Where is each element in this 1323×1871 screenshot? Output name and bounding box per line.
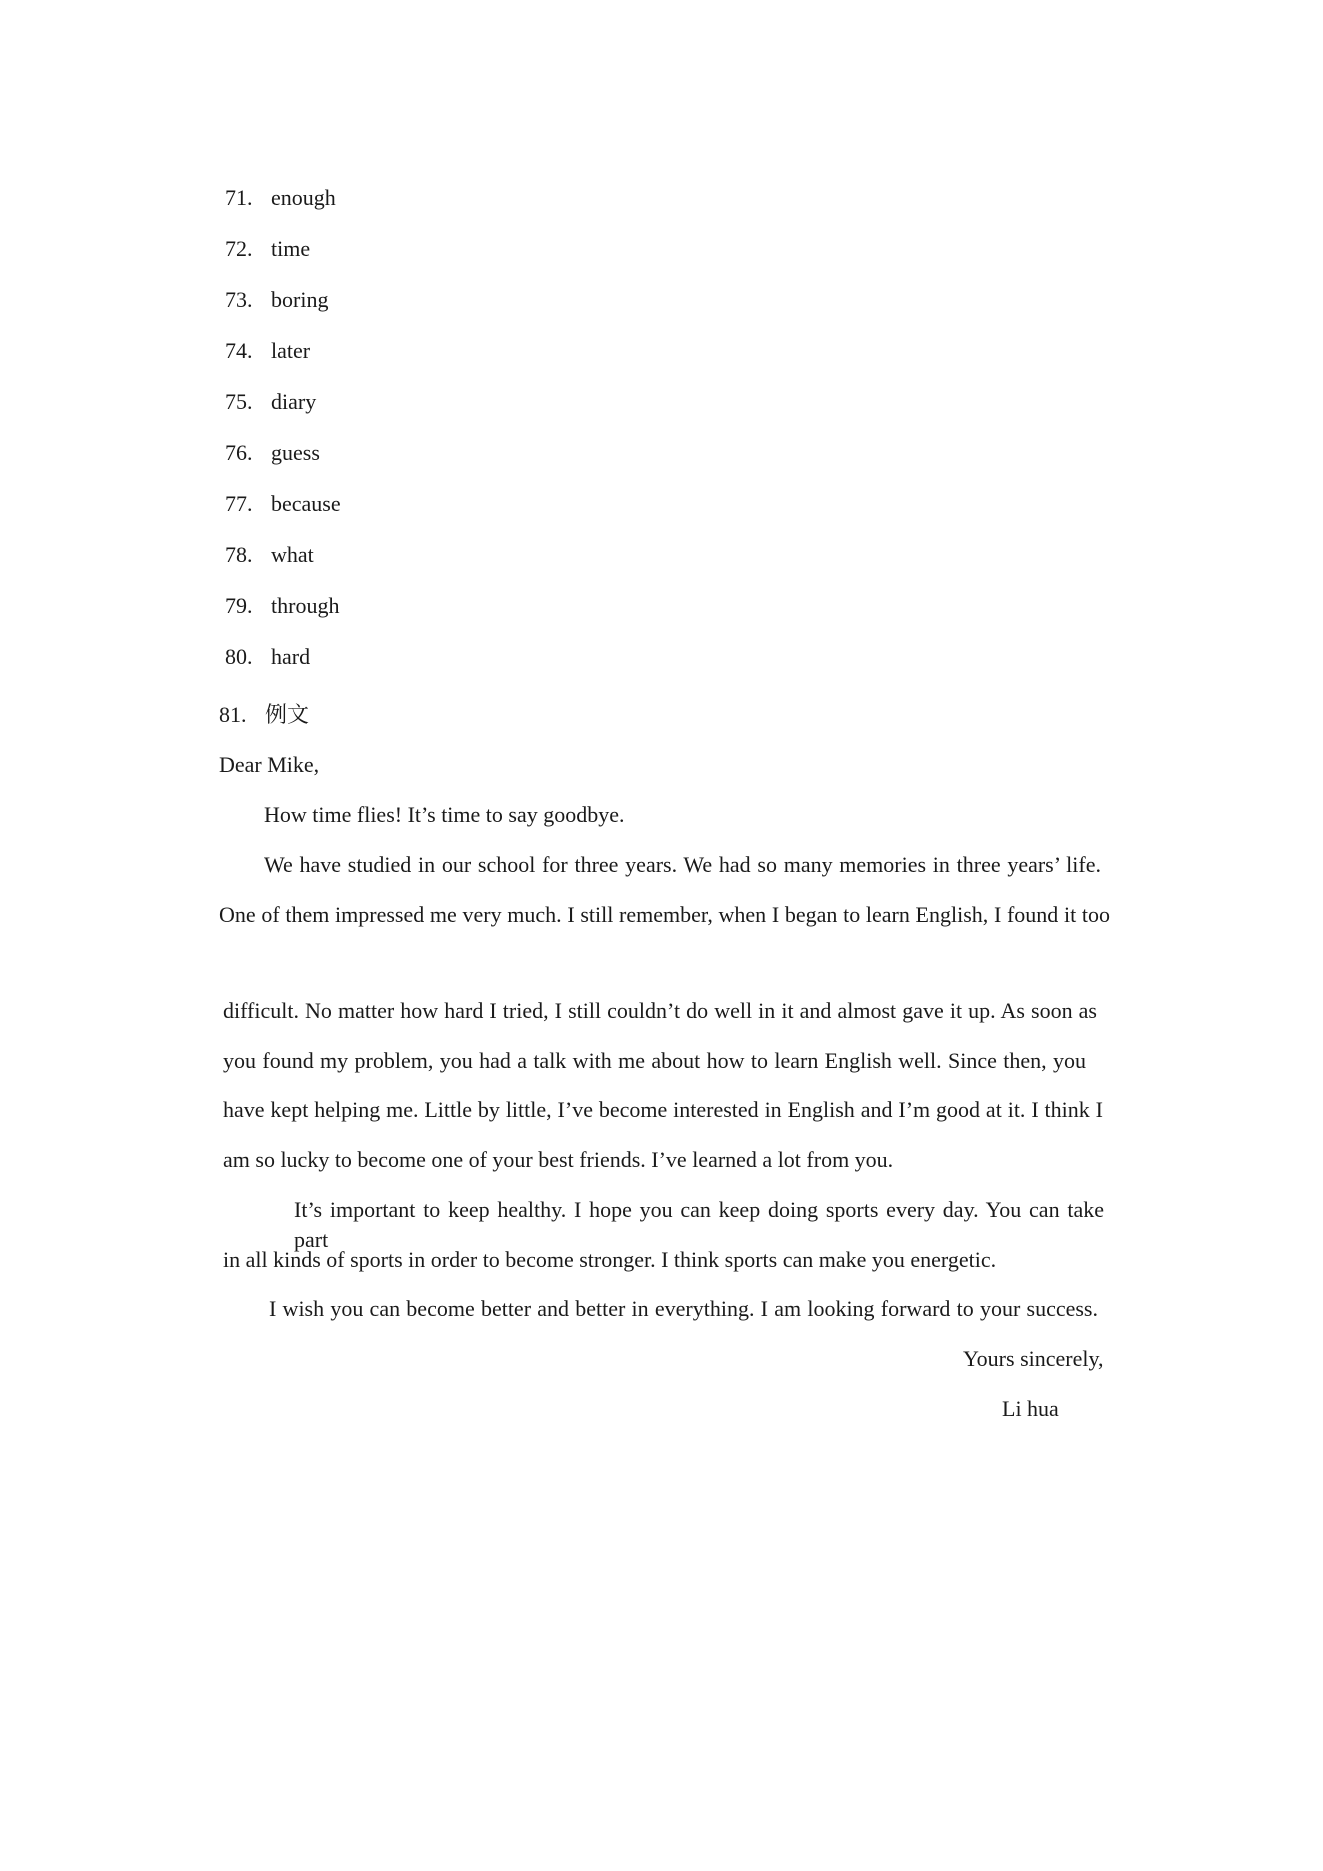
answer-number: 75. bbox=[225, 389, 253, 414]
answer-number: 77. bbox=[225, 491, 253, 516]
letter-line: have kept helping me. Little by little, I’ve become interested in English and I’m good at it. I think I bbox=[223, 1097, 1103, 1122]
answer-word: later bbox=[271, 338, 311, 363]
answer-number: 73. bbox=[225, 287, 253, 312]
answer-word: through bbox=[271, 593, 340, 618]
letter-line: difficult. No matter how hard I tried, I still couldn’t do well in it and almost gave it up. As soon as bbox=[223, 998, 1097, 1023]
answer-item bbox=[225, 540, 341, 591]
essay-heading bbox=[219, 700, 309, 730]
answer-word: time bbox=[271, 236, 311, 261]
answer-item bbox=[225, 183, 341, 234]
answer-number: 79. bbox=[225, 593, 253, 618]
letter-line: How time flies! It’s time to say goodbye. bbox=[264, 802, 625, 827]
answer-word: boring bbox=[271, 287, 329, 312]
letter-line: It’s important to keep healthy. I hope you can keep doing sports every day. You can take part bbox=[294, 1197, 1104, 1252]
answer-list bbox=[225, 183, 341, 693]
answer-item bbox=[225, 591, 341, 642]
answer-word: guess bbox=[271, 440, 320, 465]
letter-line: One of them impressed me very much. I still remember, when I began to learn English, I found it too bbox=[219, 902, 1110, 927]
answer-item bbox=[225, 438, 341, 489]
answer-number: 72. bbox=[225, 236, 253, 261]
answer-word: because bbox=[271, 491, 341, 516]
letter-signature: Li hua bbox=[1002, 1396, 1059, 1421]
answer-number: 78. bbox=[225, 542, 253, 567]
answer-number: 71. bbox=[225, 185, 253, 210]
answer-number: 80. bbox=[225, 644, 253, 669]
letter-closing: Yours sincerely, bbox=[963, 1346, 1104, 1371]
answer-number: 76. bbox=[225, 440, 253, 465]
letter-line: I wish you can become better and better in everything. I am looking forward to your success. bbox=[269, 1296, 1098, 1321]
answer-word: diary bbox=[271, 389, 317, 414]
essay-number: 81. bbox=[219, 702, 247, 727]
answer-item bbox=[225, 285, 341, 336]
answer-word: what bbox=[271, 542, 314, 567]
answer-item bbox=[225, 489, 341, 540]
answer-item bbox=[225, 387, 341, 438]
letter-greeting: Dear Mike, bbox=[219, 752, 320, 777]
essay-label: 例文 bbox=[265, 702, 310, 727]
letter-line: We have studied in our school for three years. We had so many memories in three years’ life. bbox=[264, 852, 1101, 877]
answer-item bbox=[225, 234, 341, 285]
letter-line: in all kinds of sports in order to become stronger. I think sports can make you energetic. bbox=[223, 1247, 997, 1272]
answer-word: enough bbox=[271, 185, 336, 210]
letter-line: you found my problem, you had a talk with me about how to learn English well. Since then, you bbox=[223, 1048, 1086, 1073]
answer-item bbox=[225, 336, 341, 387]
answer-word: hard bbox=[271, 644, 311, 669]
letter-line: am so lucky to become one of your best friends. I’ve learned a lot from you. bbox=[223, 1147, 894, 1172]
answer-number: 74. bbox=[225, 338, 253, 363]
answer-item bbox=[225, 642, 341, 693]
